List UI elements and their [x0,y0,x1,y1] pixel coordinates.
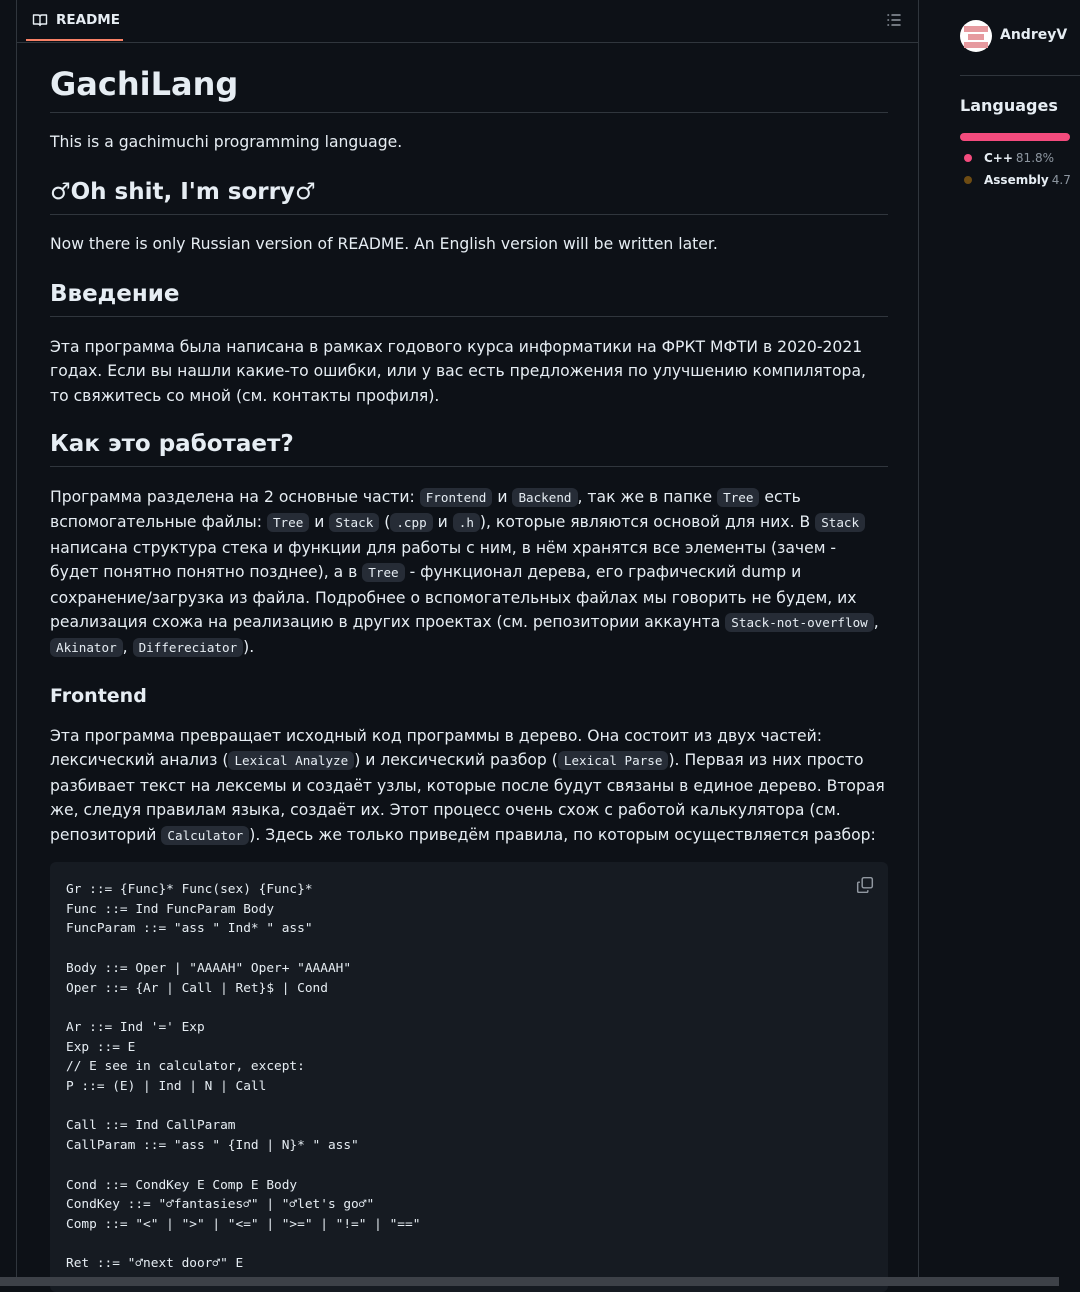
grammar-code: Gr ::= {Func}* Func(sex) {Func}* Func ::= Ind FuncParam Body FuncParam ::= "ass " Ind* " ass" Body ::= Oper | "AAAAH" Oper+ "AAAAH" Oper ::= {Ar | Call | Ret}$ | Cond Ar ::= Ind '=' Exp Exp ::= E // E see in calculator, except: P ::= (E) | Ind | N | Call Call ::= Ind CallParam CallParam ::= "ass " {Ind | N}* " ass" Cond ::= CondKey E Comp E Body CondKey ::= "♂fantasies♂" | "♂let's go♂" Comp ::= "<" | ">" | "<=" | ">=" | "!=" | "==" Ret ::= "♂next door♂" E [66,882,421,1272]
language-color-dot [964,154,972,162]
book-icon [32,12,48,28]
code-tree: Tree [362,563,404,582]
frontend-text: Эта программа превращает исходный код программы в дерево. Она состоит из двух частей: лексический анализ ( Lexical Analyze ) и лексический разбор ( Lexical Parse ). Первая из них просто разбивает текст на лексемы и создаёт узлы, которые после будут связаны в единое дерево. Вторая же, следуя правилам языка, создаёт их. Этот процесс очень схож с работой калькулятора (см. репозиторий Calculator ). Здесь же только приведём правила, по которым осуществляется разбор: [50,727,885,844]
code-tree: Tree [267,513,309,532]
intro-ru-text: Эта программа была написана в рамках годового курса информатики на ФРКТ МФТИ в 2020-2021 годах. Если вы нашли какие-то ошибки, или у вас есть предложения по улучшению компилятора, то свяжитесь со мной (см. контакты профиля). [50,338,866,405]
how-text: Программа разделена на 2 основные части: Frontend и Backend , так же в папке Tree есть вспомогательные файлы: Tree и Stack ( .cpp и .h ), которые являются основой для них. В Stack написана структура стека и функции для работы с ним, в нём хранятся все элементы (зачем - будет понятно понятно позднее), а в Tree - функционал дерева, его графический dump и сохранение/загрузка из файла. Подробнее о вспомогательных файлах мы говорить не будем, их реализация схожа на реализацию в других проектах (см. репозитории аккаунта Stack-not-overflow , Akinator , Differeciator ). [50,488,879,657]
code-lexical-parse: Lexical Parse [558,751,669,770]
code-stack: Stack [329,513,379,532]
code-calculator: Calculator [161,826,249,845]
code-frontend: Frontend [420,488,493,507]
intro-text: This is a gachimuchi programming language. [50,133,403,151]
tab-readme-label: README [56,11,120,28]
languages-title: Languages [960,96,1058,115]
code-backend: Backend [512,488,577,507]
sorry-text: Now there is only Russian version of README. An English version will be written later. [50,235,718,253]
code-akinator: Akinator [50,638,123,657]
code-stack-not-overflow: Stack-not-overflow [725,613,873,632]
tab-readme[interactable] [26,0,123,41]
horizontal-scrollbar[interactable] [0,1277,1059,1286]
code-lexical-analyze: Lexical Analyze [228,751,354,770]
heading-sorry: ♂Oh shit, I'm sorry♂ [50,176,888,215]
readme-panel [16,0,919,1286]
code-stack: Stack [815,513,865,532]
copy-icon[interactable] [856,876,874,894]
code-cpp: .cpp [390,513,432,532]
code-tree: Tree [717,488,759,507]
language-item[interactable]: C++ 81.8% [964,151,1054,165]
repo-sidebar [920,0,1071,1286]
languages-bar [960,133,1070,141]
language-item[interactable]: Assembly 4.7 [964,173,1071,187]
grammar-code-block [50,862,888,1292]
language-color-dot [964,176,972,184]
avatar[interactable] [960,20,992,52]
code-differeciator: Differeciator [133,638,244,657]
heading-intro: Введение [50,278,888,317]
contributor-name[interactable]: AndreyV [1000,27,1068,43]
sidebar-divider [960,75,1080,76]
list-icon[interactable] [886,12,902,28]
code-h: .h [453,513,480,532]
readme-header [17,0,918,43]
heading-how: Как это работает? [50,428,888,467]
page-title: GachiLang [50,64,888,113]
heading-frontend: Frontend [50,685,147,707]
